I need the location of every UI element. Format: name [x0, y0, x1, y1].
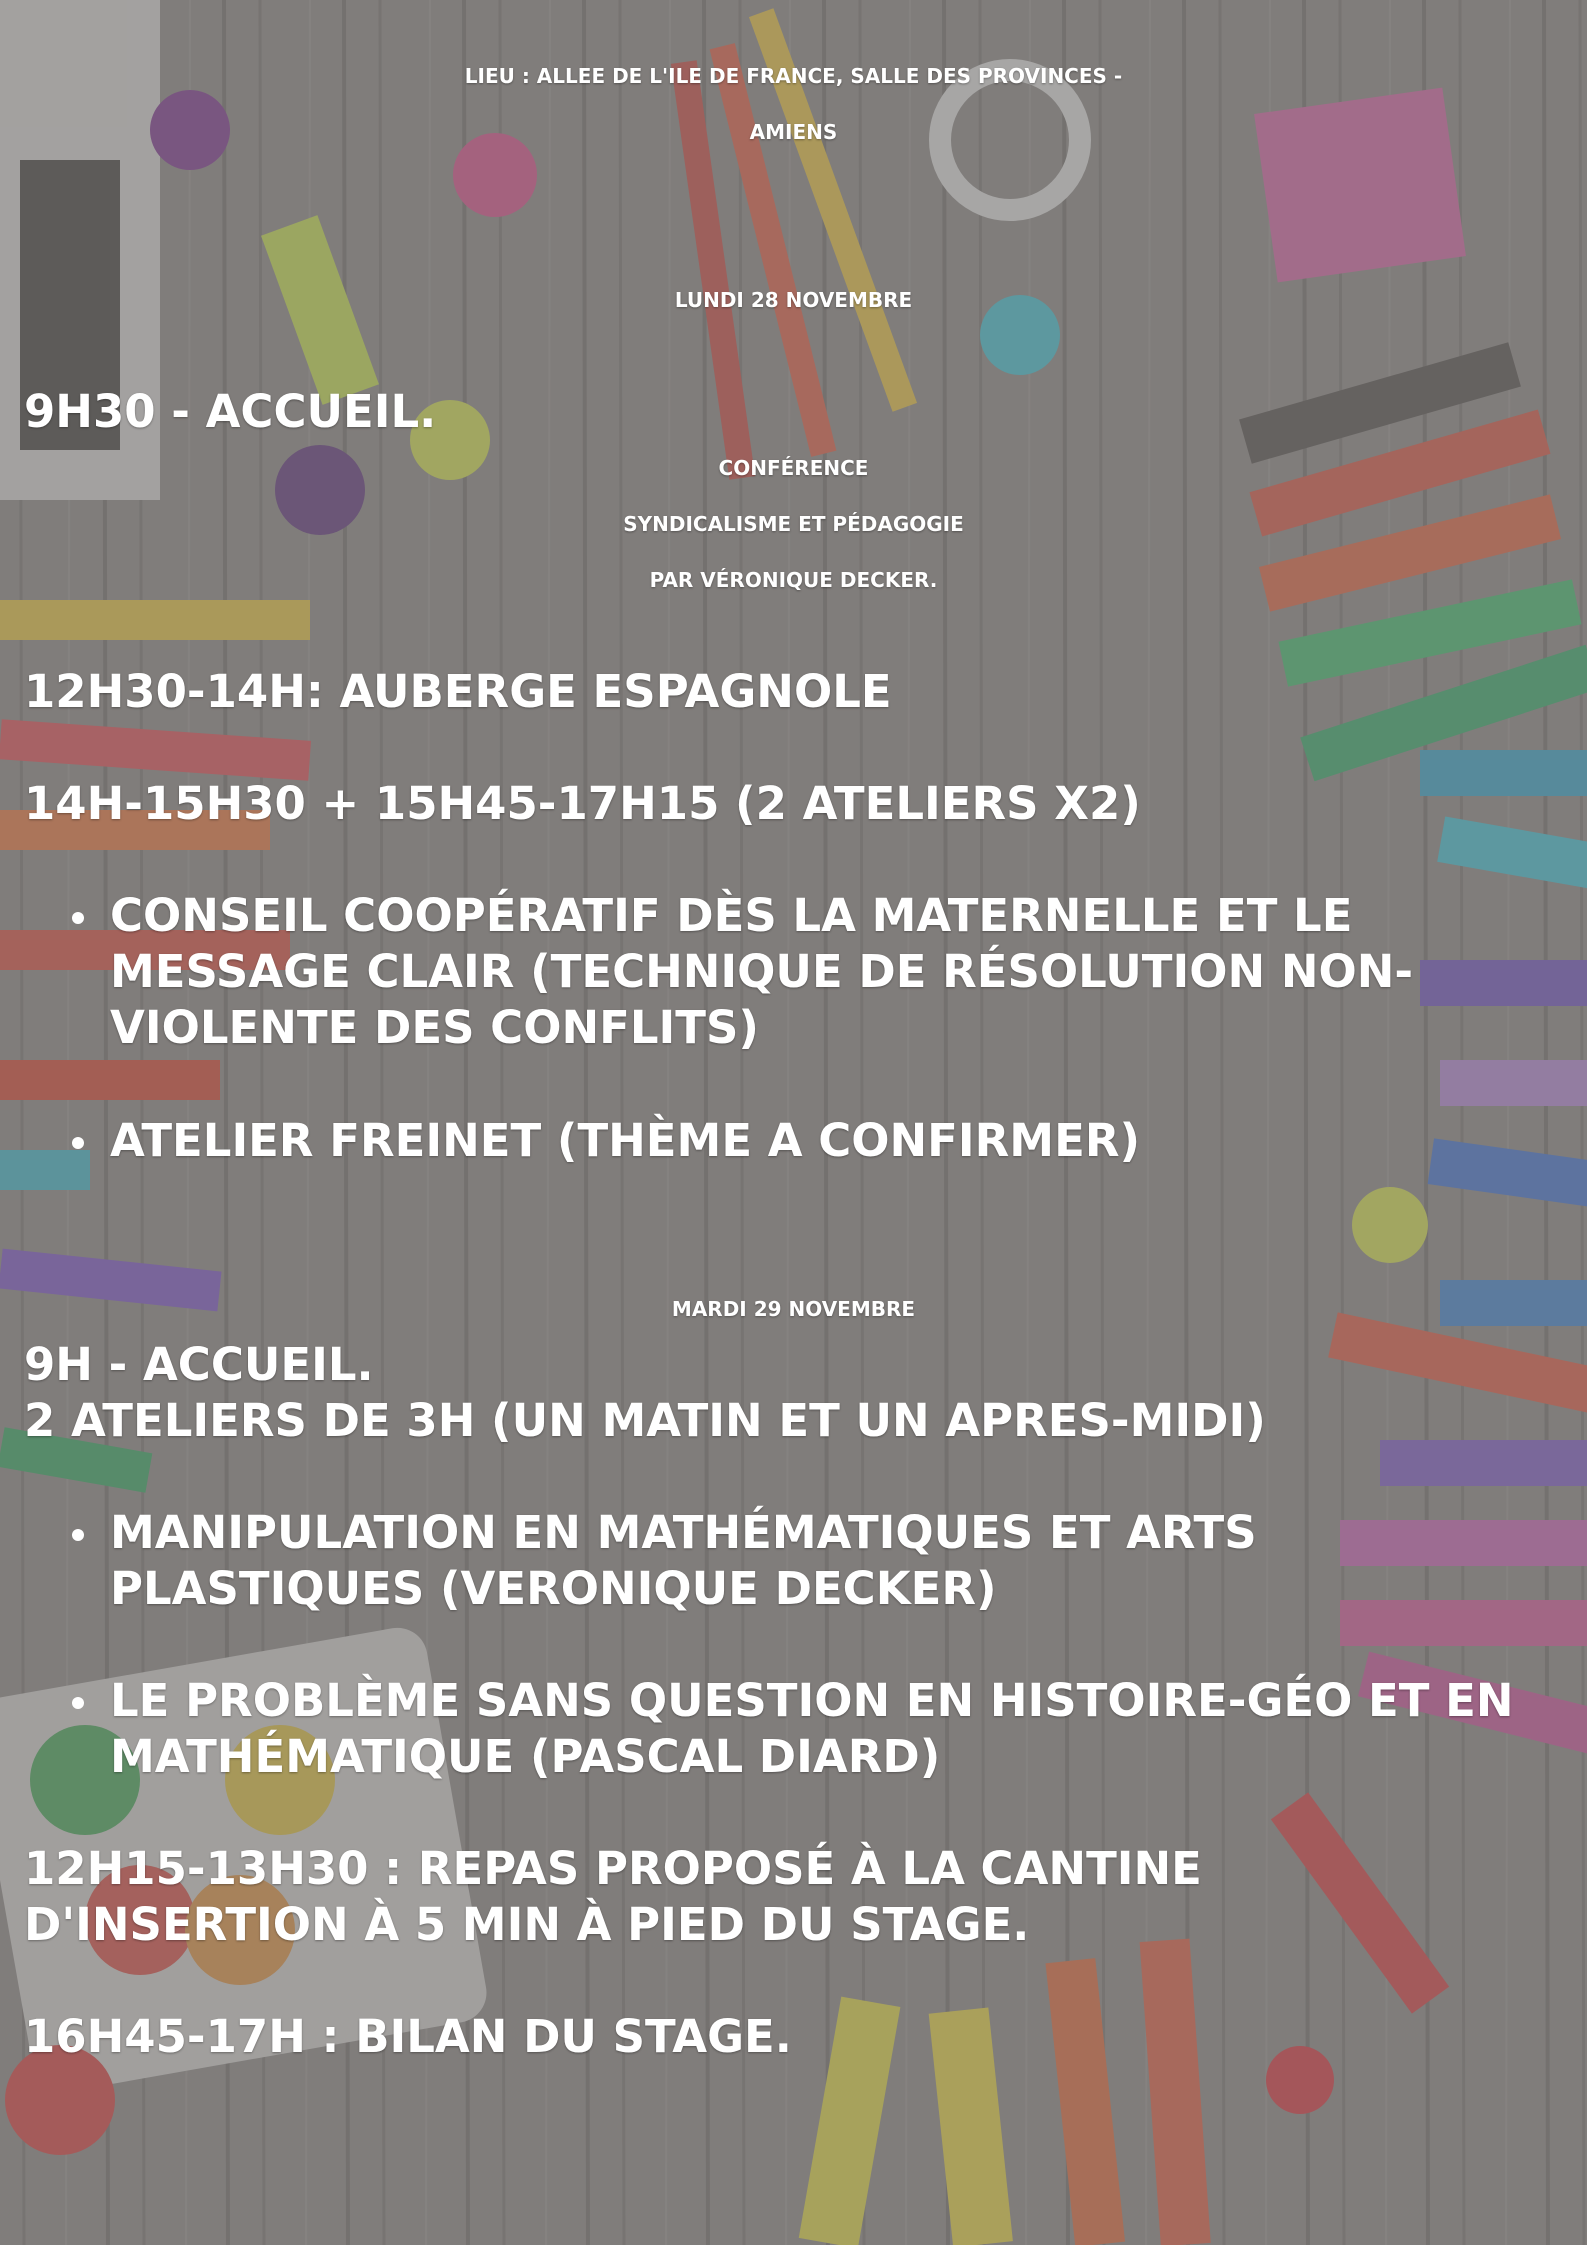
tuesday-workshops-header: 2 ATELIERS DE 3H (UN MATIN ET UN APRES-MIDI) [24, 1394, 1266, 1447]
conference-line-3: PAR VÉRONIQUE DECKER. [649, 568, 938, 592]
tuesday-title: MARDI 29 NOVEMBRE [671, 1297, 916, 1321]
monday-workshop-2-line-1: ATELIER FREINET (THÈME A CONFIRMER) [110, 1114, 1141, 1167]
tuesday-workshop-2-line-2: MATHÉMATIQUE (PASCAL DIARD) [110, 1730, 941, 1783]
bullet-dot [72, 1529, 84, 1541]
tuesday-welcome: 9H - ACCUEIL. [24, 1338, 374, 1391]
tuesday-lunch-line-2: D'INSERTION À 5 MIN À PIED DU STAGE. [24, 1898, 1030, 1951]
monday-workshop-1-line-2: MESSAGE CLAIR (TECHNIQUE DE RÉSOLUTION NON- [110, 945, 1414, 998]
monday-welcome: 9H30 - ACCUEIL. [24, 385, 437, 438]
location-line-2: AMIENS [749, 120, 838, 144]
bullet-dot [72, 1697, 84, 1709]
bullet-dot [72, 912, 84, 924]
location-line-1: LIEU : ALLEE DE L'ILE DE FRANCE, SALLE DES PROVINCES - [464, 64, 1123, 88]
monday-lunch: 12H30-14H: AUBERGE ESPAGNOLE [24, 665, 892, 718]
tuesday-workshop-2-line-1: LE PROBLÈME SANS QUESTION EN HISTOIRE-GÉO ET EN [110, 1674, 1514, 1727]
tuesday-lunch-line-1: 12H15-13H30 : REPAS PROPOSÉ À LA CANTINE [24, 1842, 1202, 1895]
tuesday-workshop-1-line-1: MANIPULATION EN MATHÉMATIQUES ET ARTS [110, 1506, 1257, 1559]
monday-title: LUNDI 28 NOVEMBRE [674, 288, 913, 312]
conference-line-1: CONFÉRENCE [718, 456, 869, 480]
conference-line-2: SYNDICALISME ET PÉDAGOGIE [623, 512, 964, 536]
monday-workshop-1-line-3: VIOLENTE DES CONFLITS) [110, 1001, 759, 1054]
monday-workshops-header: 14H-15H30 + 15H45-17H15 (2 ATELIERS X2) [24, 777, 1141, 830]
tuesday-workshop-1-line-2: PLASTIQUES (VERONIQUE DECKER) [110, 1562, 997, 1615]
bullet-dot [72, 1137, 84, 1149]
tuesday-closing: 16H45-17H : BILAN DU STAGE. [24, 2010, 792, 2063]
monday-workshop-1-line-1: CONSEIL COOPÉRATIF DÈS LA MATERNELLE ET LE [110, 889, 1353, 942]
